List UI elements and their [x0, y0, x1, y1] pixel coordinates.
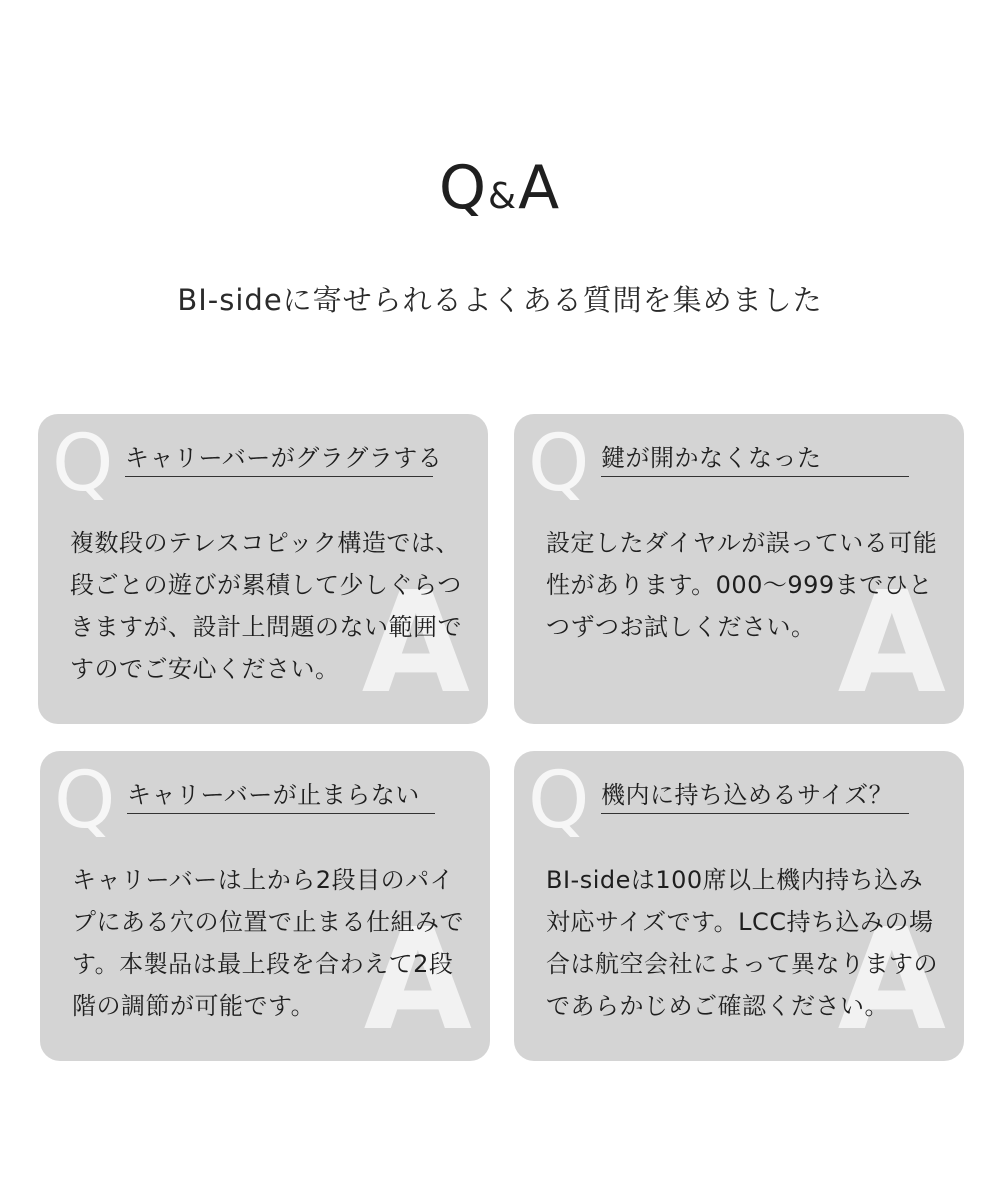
faq-answer: 複数段のテレスコピック構造では、段ごとの遊びが累積して少しぐらつきますが、設計上問題のない範囲ですのでご安心ください。 [70, 529, 462, 683]
a-mark-icon: A [837, 562, 946, 724]
page-title [0, 148, 1000, 237]
faq-answer: キャリーバーは上から2段目のパイプにある穴の位置で止まる仕組みです。本製品は最上段を合わえて2段階の調節が可能です。 [72, 866, 464, 1020]
q-mark-icon: Q [528, 756, 590, 846]
faq-answer: 設定したダイヤルが誤っている可能性があります。000〜999までひとつずつお試しください。 [546, 529, 938, 641]
title-q: Q [438, 153, 489, 223]
faq-card [40, 751, 490, 1061]
faq-question: 鍵が開かなくなった [601, 440, 909, 477]
a-mark-icon: A [361, 562, 470, 724]
faq-card [38, 414, 488, 724]
faq-question: キャリーバーが止まらない [127, 777, 435, 814]
a-mark-icon: A [363, 899, 472, 1061]
title-a: A [518, 153, 562, 223]
q-mark-icon: Q [528, 419, 590, 509]
q-mark-icon: Q [54, 756, 116, 846]
a-mark-icon: A [837, 899, 946, 1061]
faq-question: キャリーバーがグラグラする [125, 440, 433, 477]
faq-card [514, 751, 964, 1061]
q-mark-icon: Q [52, 419, 114, 509]
title-ampersand: & [488, 176, 519, 217]
faq-question: 機内に持ち込めるサイズ？ [601, 777, 909, 814]
faq-answer: BI-sideは100席以上機内持ち込み対応サイズです。LCC持ち込みの場合は航空会社によって異なりますのであらかじめご確認ください。 [546, 866, 938, 1020]
faq-card [514, 414, 964, 724]
page-subtitle: BI-sideに寄せられるよくある質問を集めました [177, 283, 823, 317]
